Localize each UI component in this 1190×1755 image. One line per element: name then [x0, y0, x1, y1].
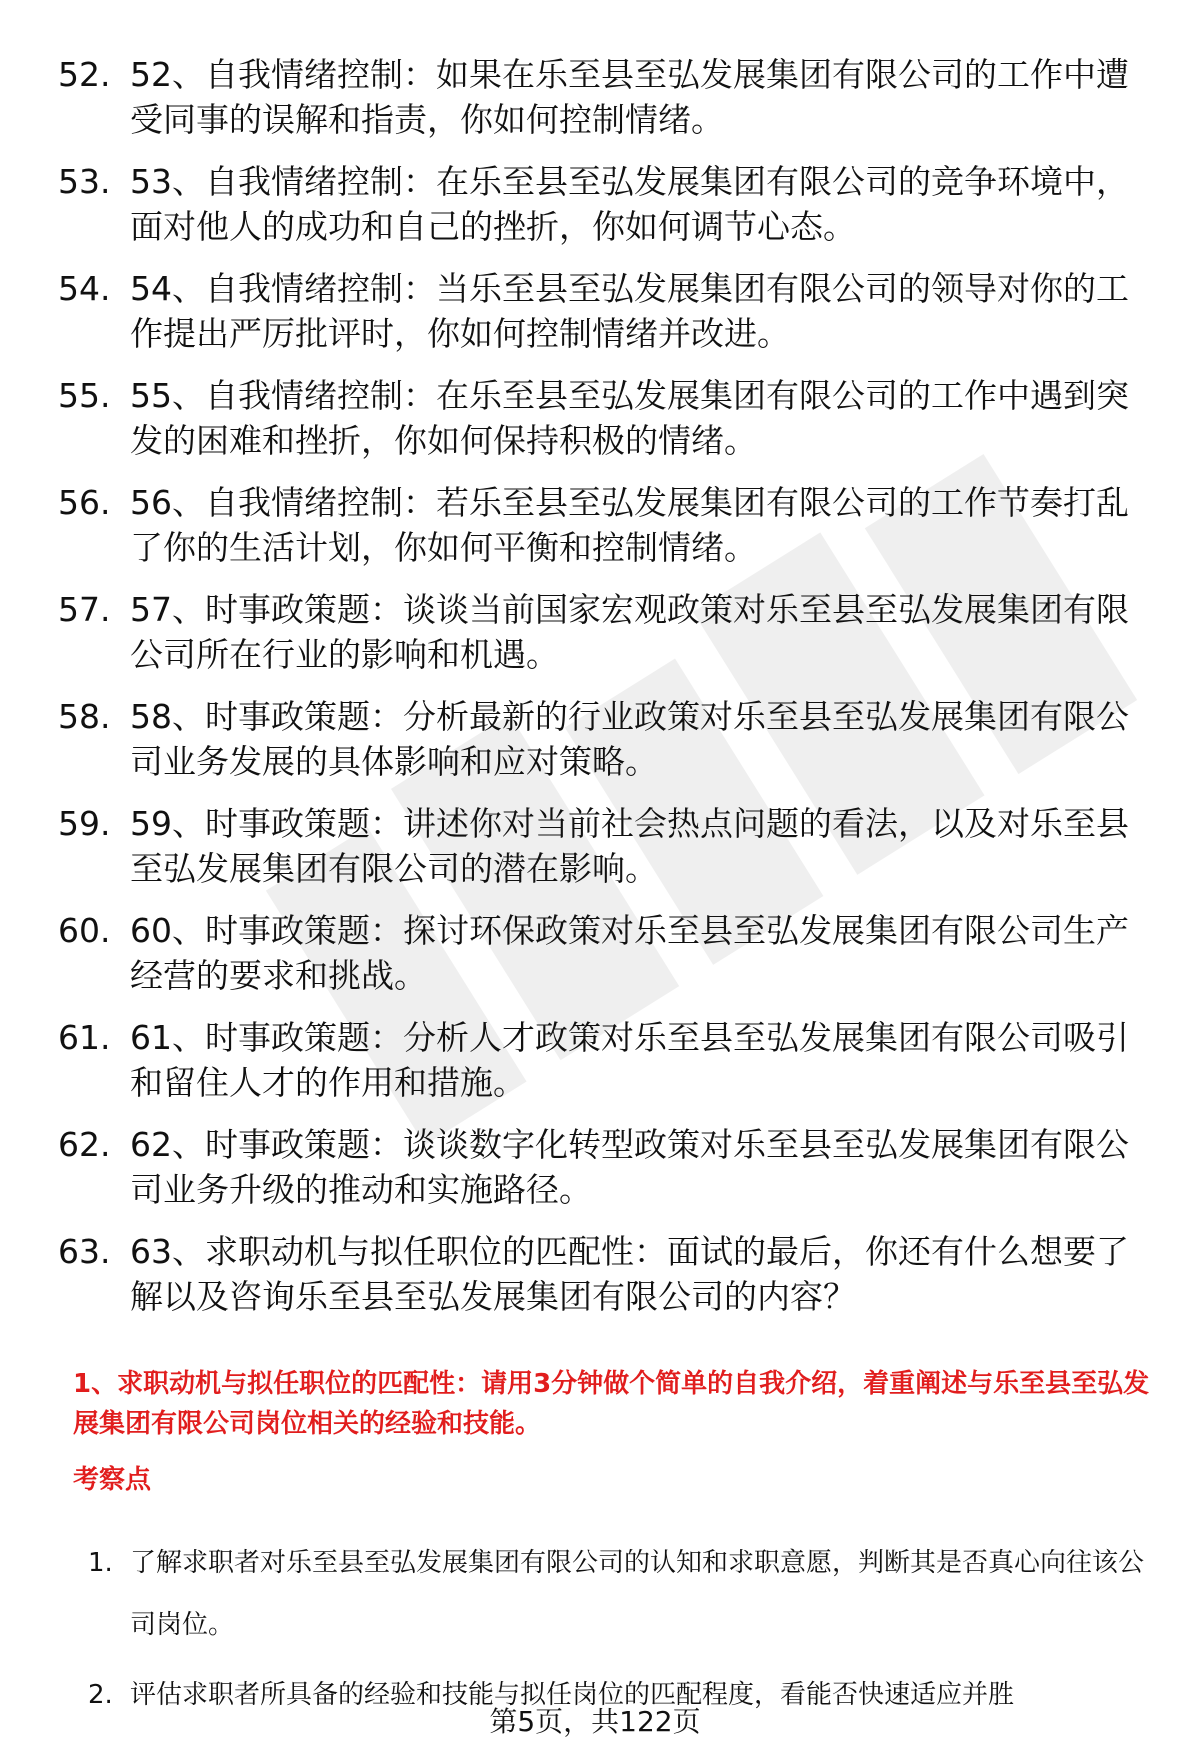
question-item	[58, 1122, 1158, 1212]
question-item	[58, 373, 1158, 463]
point-text: 了解求职者对乐至县至弘发展集团有限公司的认知和求职意愿，判断其是否真心向往该公司岗位。	[130, 1548, 1145, 1640]
point-text: 评估求职者所具备的经验和技能与拟任岗位的匹配程度，看能否快速适应并胜	[130, 1680, 1015, 1710]
question-item	[58, 801, 1158, 891]
question-number: 53.	[58, 162, 111, 201]
question-item	[58, 159, 1158, 249]
point-number: 1.	[88, 1548, 113, 1578]
question-text: 58、时事政策题：分析最新的行业政策对乐至县至弘发展集团有限公司业务发展的具体影响和应对策略。	[130, 697, 1129, 781]
question-item	[58, 908, 1158, 998]
question-text: 55、自我情绪控制：在乐至县至弘发展集团有限公司的工作中遇到突发的困难和挫折，你如何保持积极的情绪。	[130, 376, 1129, 460]
question-text: 56、自我情绪控制：若乐至县至弘发展集团有限公司的工作节奏打乱了你的生活计划，你如何平衡和控制情绪。	[130, 483, 1129, 567]
question-item	[58, 587, 1158, 677]
question-text: 63、求职动机与拟任职位的匹配性：面试的最后，你还有什么想要了解以及咨询乐至县至弘发展集团有限公司的内容？	[130, 1232, 1129, 1316]
page-footer: 第5页，共122页	[489, 1705, 701, 1738]
question-number: 52.	[58, 55, 111, 94]
question-number: 58.	[58, 697, 111, 736]
question-text: 60、时事政策题：探讨环保政策对乐至县至弘发展集团有限公司生产经营的要求和挑战。	[130, 911, 1129, 995]
question-number: 59.	[58, 804, 111, 843]
question-number: 63.	[58, 1232, 111, 1271]
question-item	[58, 52, 1158, 142]
point-number: 2.	[88, 1680, 113, 1710]
question-number: 56.	[58, 483, 111, 522]
question-text: 61、时事政策题：分析人才政策对乐至县至弘发展集团有限公司吸引和留住人才的作用和措施。	[130, 1018, 1129, 1102]
question-number: 61.	[58, 1018, 111, 1057]
question-list	[58, 52, 1158, 1336]
assessment-point	[88, 1532, 1158, 1656]
question-number: 57.	[58, 590, 111, 629]
highlight-question: 1、求职动机与拟任职位的匹配性：请用3分钟做个简单的自我介绍，着重阐述与乐至县至弘发展集团有限公司岗位相关的经验和技能。	[73, 1369, 1150, 1439]
question-number: 62.	[58, 1125, 111, 1164]
question-text: 54、自我情绪控制：当乐至县至弘发展集团有限公司的领导对你的工作提出严厉批评时，你如何控制情绪并改进。	[130, 269, 1129, 353]
question-number: 54.	[58, 269, 111, 308]
question-number: 55.	[58, 376, 111, 415]
question-item	[58, 694, 1158, 784]
section-title: 考察点	[73, 1465, 152, 1495]
question-text: 62、时事政策题：谈谈数字化转型政策对乐至县至弘发展集团有限公司业务升级的推动和实施路径。	[130, 1125, 1129, 1209]
question-item	[58, 266, 1158, 356]
question-item	[58, 1229, 1158, 1319]
question-item	[58, 480, 1158, 570]
question-text: 53、自我情绪控制：在乐至县至弘发展集团有限公司的竞争环境中，面对他人的成功和自己的挫折，你如何调节心态。	[130, 162, 1129, 246]
question-text: 57、时事政策题：谈谈当前国家宏观政策对乐至县至弘发展集团有限公司所在行业的影响和机遇。	[130, 590, 1129, 674]
question-text: 59、时事政策题：讲述你对当前社会热点问题的看法，以及对乐至县至弘发展集团有限公司的潜在影响。	[130, 804, 1129, 888]
question-text: 52、自我情绪控制：如果在乐至县至弘发展集团有限公司的工作中遭受同事的误解和指责，你如何控制情绪。	[130, 55, 1129, 139]
question-number: 60.	[58, 911, 111, 950]
question-item	[58, 1015, 1158, 1105]
